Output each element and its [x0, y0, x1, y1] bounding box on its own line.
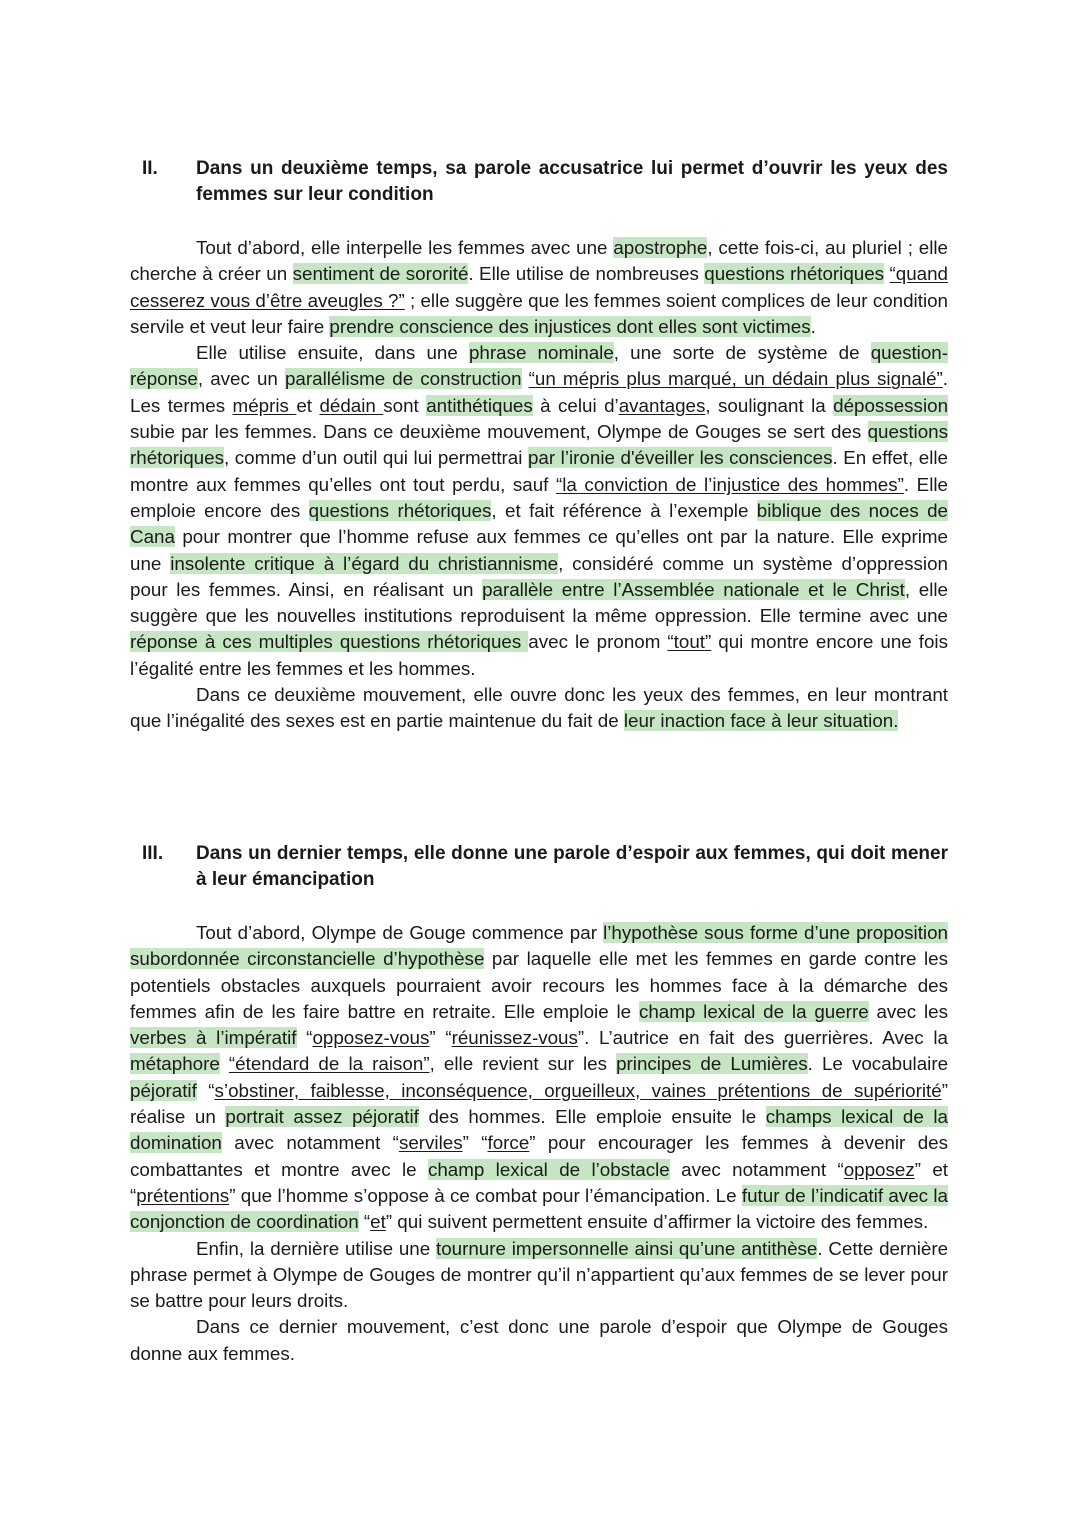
underlined-quote: s’obstiner, faiblesse, inconséquence, orgueilleux, vaines prétentions de supériorité [214, 1079, 942, 1101]
underlined-quote: “quand cesserez vous d’être aveugles ?” [130, 263, 948, 311]
underlined-quote: “tout” [667, 631, 712, 653]
text-run [522, 368, 529, 389]
text-run: “ [196, 1079, 215, 1101]
highlighted-text: champs lexical de la domination [130, 1106, 948, 1154]
text-run: “ [296, 1027, 313, 1049]
highlighted-text: péjoratif [130, 1079, 197, 1101]
highlighted-text: champ lexical de l’obstacle [427, 1158, 670, 1180]
text-run: Enfin, la dernière utilise une [196, 1237, 436, 1259]
text-run: , comme d’un outil qui lui permettrai [223, 447, 528, 469]
paragraph [130, 235, 948, 340]
underlined-quote: force [487, 1132, 530, 1154]
section-body-3 [130, 920, 948, 1367]
underlined-quote: “la conviction de l’injustice des hommes” [555, 473, 904, 495]
text-run: , elle suggère que les nouvelles institutions reproduisent la même oppression. Elle termine avec une [130, 578, 949, 627]
highlighted-text: questions rhétoriques [704, 263, 885, 285]
highlighted-text: principes de Lumières [616, 1053, 808, 1075]
text-run: . Les termes [130, 368, 949, 416]
section-heading-2 [142, 156, 948, 208]
underlined-quote: serviles [398, 1132, 463, 1154]
text-run [220, 1053, 229, 1074]
highlighted-text: questions rhétoriques [130, 421, 948, 469]
paragraph [130, 682, 948, 735]
highlighted-text: antithétiques [426, 394, 533, 416]
paragraph [130, 340, 948, 682]
text-run: par laquelle elle met les femmes en garde contre les potentiels obstacles auxquels pourraient avoir recours les hommes face à la démarche des femmes afin de les faire battre en retraite. Elle emploie le [130, 948, 948, 1022]
text-run: ; elle suggère que les femmes soient complices de leur condition servile et veut leur faire [130, 289, 949, 337]
highlighted-text: dépossession [833, 394, 949, 416]
text-run: “ [358, 1211, 371, 1233]
highlighted-text: réponse à ces multiples questions rhétoriques [130, 631, 529, 653]
underlined-quote: réunissez-vous [451, 1027, 578, 1049]
paragraph [130, 920, 948, 1236]
text-run: . Le vocabulaire [807, 1053, 949, 1075]
highlighted-text: questions rhétoriques [308, 499, 492, 521]
highlighted-text: leur inaction face à leur situation. [623, 710, 899, 732]
highlighted-text: question-réponse [130, 342, 948, 390]
text-run: ” qui suivent permettent ensuite d’affirmer la victoire des femmes. [385, 1211, 929, 1233]
text-run: . En effet, elle montre aux femmes qu’elles ont tout perdu, sauf [130, 447, 948, 495]
text-run: . Elle utilise de nombreuses [468, 263, 705, 285]
text-run: ” “ [429, 1027, 452, 1049]
text-run: avec notamment “ [221, 1132, 399, 1154]
paragraph [130, 1236, 948, 1315]
text-run: qui montre encore une fois l’égalité entre les femmes et les hommes. [130, 631, 948, 679]
text-run: Tout d’abord, elle interpelle les femmes avec une [196, 237, 614, 258]
text-run: sont [383, 394, 427, 416]
underlined-quote: et [370, 1211, 386, 1233]
underlined-quote: “étendard de la raison” [228, 1053, 430, 1075]
text-run: ” pour encourager les femmes à devenir des combattantes et montre avec le [130, 1132, 948, 1180]
text-run: et [296, 394, 320, 416]
text-run: , soulignant la [705, 394, 834, 416]
text-run: , elle revient sur les [429, 1053, 617, 1075]
underlined-quote: avantages [618, 394, 706, 416]
highlighted-text: tournure impersonnelle ainsi qu’une antithèse [435, 1237, 818, 1259]
text-run: , avec un [197, 368, 285, 390]
underlined-quote: “un mépris plus marqué, un dédain plus signalé” [528, 368, 943, 390]
highlighted-text: sentiment de sororité [292, 263, 469, 285]
highlighted-text: phrase nominale [468, 342, 614, 364]
highlighted-text: insolente critique à l’égard du christiannisme [170, 552, 559, 574]
text-run: avec notamment “ [669, 1158, 844, 1180]
text-run: . Cette dernière phrase permet à Olympe de Gouges de montrer qu’il n’appartient qu’aux femmes de se lever pour se battre pour leurs droits. [130, 1237, 949, 1312]
text-run: ” et “ [130, 1158, 949, 1206]
highlighted-text: prendre conscience des injustices dont elles sont victimes [329, 315, 811, 337]
text-run: avec le pronom [528, 631, 668, 653]
highlighted-text: portrait assez péjoratif [225, 1106, 419, 1128]
highlighted-text: métaphore [130, 1053, 220, 1075]
underlined-quote: dédain [319, 394, 384, 416]
text-run: pour montrer que l’homme refuse aux femmes ce qu’elles ont par la nature. Elle exprime une [130, 526, 948, 574]
text-run: Dans ce deuxième mouvement, elle ouvre donc les yeux des femmes, en leur montrant que l’inégalité des sexes est en partie maintenue du fait de [130, 684, 948, 732]
text-run: ”. L’autrice en fait des guerrières. Avec la [577, 1027, 948, 1049]
text-run: ” que l’homme s’oppose à ce combat pour l’émancipation. Le [229, 1184, 742, 1206]
text-run: Elle utilise ensuite, dans une [196, 342, 469, 364]
highlighted-text: parallélisme de construction [284, 368, 522, 390]
text-run: , une sorte de système de [613, 342, 871, 364]
text-run: . [810, 315, 816, 337]
highlighted-text: par l’ironie d'éveiller les consciences [527, 447, 833, 469]
text-run: , considéré comme un système d’oppression pour les femmes. Ainsi, en réalisant un [130, 552, 948, 600]
section-number: II. [142, 158, 158, 179]
text-run: subie par les femmes. Dans ce deuxième mouvement, Olympe de Gouges se sert des [130, 421, 868, 443]
text-run: Dans ce dernier mouvement, c’est donc une parole d’espoir que Olympe de Gouges donne aux femmes. [130, 1316, 948, 1364]
highlighted-text: verbes à l’impératif [130, 1027, 297, 1049]
section-number: III. [142, 843, 164, 864]
highlighted-text: biblique des noces de Cana [130, 499, 948, 548]
underlined-quote: prétentions [136, 1184, 230, 1206]
text-run: avec les [868, 1000, 948, 1022]
highlighted-text: parallèle entre l’Assemblée nationale et le Christ [482, 578, 905, 600]
text-run: à celui d’ [532, 394, 619, 416]
section-heading-3 [142, 841, 948, 893]
paragraph [130, 1314, 948, 1367]
text-run: Tout d’abord, Olympe de Gouge commence par [196, 922, 604, 943]
highlighted-text: l’hypothèse sous forme d’une proposition subordonnée circonstancielle d’hypothèse [130, 922, 948, 970]
underlined-quote: opposez-vous [312, 1027, 430, 1049]
highlighted-text: apostrophe [613, 237, 708, 258]
underlined-quote: mépris [232, 394, 297, 416]
text-run: , et fait référence à l’exemple [491, 499, 757, 521]
underlined-quote: opposez [843, 1158, 915, 1180]
highlighted-text: futur de l’indicatif avec la conjonction de coordination [130, 1184, 948, 1233]
section-title: Dans un dernier temps, elle donne une parole d’espoir aux femmes, qui doit mener à leur émancipation [196, 843, 948, 890]
text-run: ” réalise un [130, 1079, 948, 1128]
section-body-2 [130, 235, 948, 735]
text-run: , cette fois-ci, au pluriel ; elle cherche à créer un [130, 237, 948, 285]
section-title: Dans un deuxième temps, sa parole accusatrice lui permet d’ouvrir les yeux des femmes sur leur condition [196, 158, 948, 205]
text-run: . Elle emploie encore des [130, 473, 948, 521]
highlighted-text: champ lexical de la guerre [638, 1000, 869, 1022]
text-run: ” “ [462, 1132, 488, 1154]
text-run: des hommes. Elle emploie ensuite le [418, 1106, 766, 1128]
